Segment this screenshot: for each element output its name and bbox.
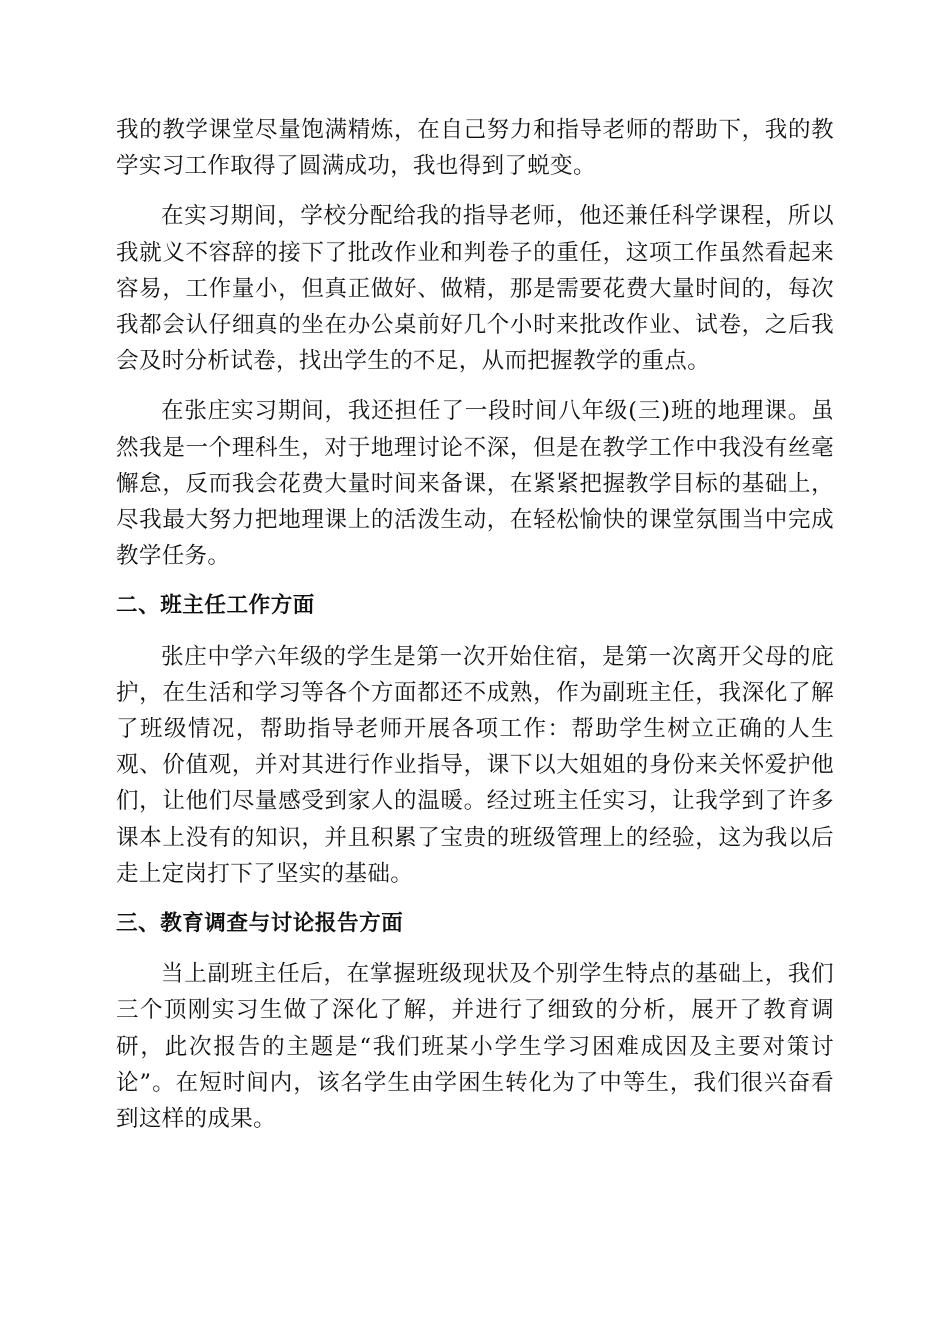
document-body bbox=[116, 112, 834, 1151]
section-heading-education-survey: 三、教育调查与讨论报告方面 bbox=[116, 911, 404, 937]
paragraph-geography-class: 在张庄实习期间，我还担任了一段时间八年级(三)班的地理课。虽然我是一个理科生，对于地理讨论不深，但是在教学工作中我没有丝毫懈怠，反而我会花费大量时间来备课，在紧紧把握教学目标的基础上，尽我最大努力把地理课上的活泼生动，在轻松愉快的课堂氛围当中完成教学任务。 bbox=[116, 398, 834, 570]
paragraph-teaching-summary: 我的教学课堂尽量饱满精炼，在自己努力和指导老师的帮助下，我的教学实习工作取得了圆满成功，我也得到了蜕变。 bbox=[116, 117, 834, 180]
paragraph-education-survey: 当上副班主任后，在掌握班级现状及个别学生特点的基础上，我们三个顶刚实习生做了深化了解，并进行了细致的分析，展开了教育调研，此次报告的主题是“我们班某小学生学习困难成因及主要对策讨论”。在短时间内，该名学生由学困生转化为了中等生，我们很兴奋看到这样的成果。 bbox=[116, 961, 834, 1133]
section-heading-class-teacher: 二、班主任工作方面 bbox=[116, 593, 315, 619]
paragraph-class-teacher-work: 张庄中学六年级的学生是第一次开始住宿，是第一次离开父母的庇护，在生活和学习等各个方面都还不成熟，作为副班主任，我深化了解了班级情况，帮助指导老师开展各项工作：帮助学生树立正确的人生观、价值观，并对其进行作业指导，课下以大姐姐的身份来关怀爱护他们，让他们尽量感受到家人的温暖。经过班主任实习，让我学到了许多课本上没有的知识，并且积累了宝贵的班级管理上的经验，这为我以后走上定岗打下了坚实的基础。 bbox=[116, 643, 834, 887]
paragraph-grading-work: 在实习期间，学校分配给我的指导老师，他还兼任科学课程，所以我就义不容辞的接下了批改作业和判卷子的重任，这项工作虽然看起来容易，工作量小，但真正做好、做精，那是需要花费大量时间的，每次我都会认仔细真的坐在办公桌前好几个小时来批改作业、试卷，之后我会及时分析试卷，找出学生的不足，从而把握教学的重点。 bbox=[116, 203, 834, 375]
